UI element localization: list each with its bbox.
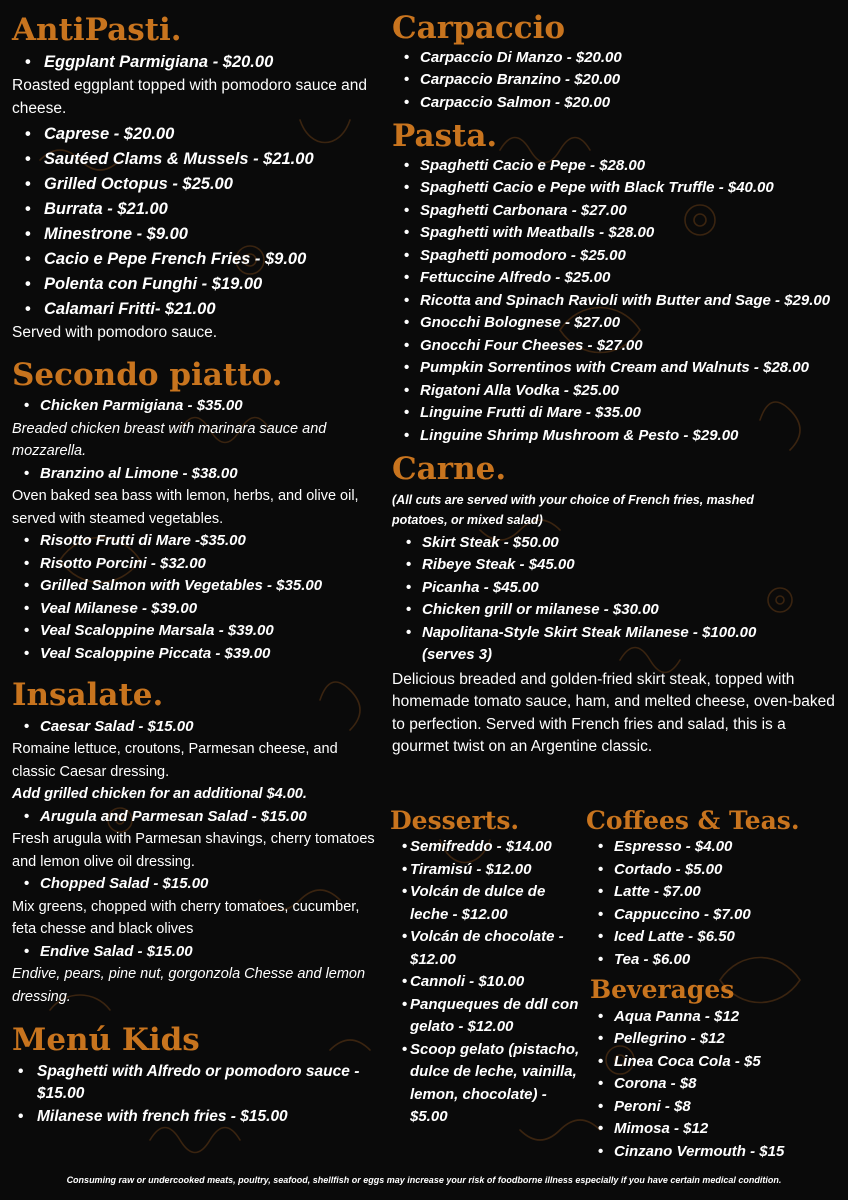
insalate-list — [12, 873, 382, 896]
menu-item: • Spaghetti pomodoro - $25.00 — [392, 245, 842, 268]
menu-item: • Ribeye Steak - $45.00 — [394, 554, 842, 577]
menu-item: • Grilled Octopus - $25.00 — [12, 172, 382, 197]
menu-item: • Spaghetti Cacio e Pepe with Black Truffle - $40.00 — [392, 177, 842, 200]
menu-item: • Tiramisú - $12.00 — [390, 859, 580, 882]
insalate-list — [12, 806, 382, 829]
secondo-list — [12, 463, 382, 486]
desserts-column — [390, 808, 580, 1129]
coffees-column — [586, 808, 848, 1163]
menu-item: • Risotto Porcini - $32.00 — [12, 553, 382, 576]
menu-item: • Chopped Salad - $15.00 — [12, 873, 382, 896]
insalate-list — [12, 941, 382, 964]
chicken-description: Breaded chicken breast with marinara sauce and mozzarella. — [12, 420, 327, 460]
menu-item: • Endive Salad - $15.00 — [12, 941, 382, 964]
menu-item: • Corona - $8 — [586, 1073, 848, 1096]
menu-item: • Pumpkin Sorrentinos with Cream and Walnuts - $28.00 — [392, 357, 842, 380]
menu-item: • Scoop gelato (pistacho, dulce de leche, vainilla, lemon, chocolate) - $5.00 — [390, 1039, 580, 1129]
beverages-list — [586, 1006, 848, 1164]
menu-item: • Linea Coca Cola - $5 — [586, 1051, 848, 1074]
menu-item: • Skirt Steak - $50.00 — [394, 532, 842, 555]
endive-description: Endive, pears, pine nut, gorgonzola Chesse and lemon dressing. — [12, 966, 366, 1005]
menu-item: • Carpaccio Di Manzo - $20.00 — [392, 47, 842, 70]
carne-list — [392, 532, 842, 667]
menu-item: • Ricotta and Spinach Ravioli with Butter and Sage - $29.00 — [392, 290, 842, 313]
menu-item: • Peroni - $8 — [586, 1096, 848, 1119]
menu-item: • Veal Milanese - $39.00 — [12, 598, 382, 621]
desserts-title: Desserts. — [390, 806, 520, 835]
secondo-list — [12, 530, 382, 665]
menu-item: • Veal Scaloppine Piccata - $39.00 — [12, 643, 382, 666]
menu-item: • Chicken Parmigiana - $35.00 — [12, 395, 382, 418]
menu-item: • Grilled Salmon with Vegetables - $35.00 — [12, 575, 382, 598]
menu-item: • Polenta con Funghi - $19.00 — [12, 272, 382, 297]
calamari-description: Served with pomodoro sauce. — [12, 324, 218, 342]
menu-item: • Iced Latte - $6.50 — [586, 926, 848, 949]
menu-item: • Mimosa - $12 — [586, 1118, 848, 1141]
menu-item: • Tea - $6.00 — [586, 949, 848, 972]
napolitana-description: Delicious breaded and golden-fried skirt steak, topped with homemade tomato sauce, ham, and melted cheese, oven-baked to perfection. Served with French fries and salad, this is a gourmet twist on an Argentine classic. — [392, 670, 835, 756]
kids-title: Menú Kids — [12, 1022, 200, 1059]
beverages-title: Beverages — [590, 975, 735, 1005]
menu-item: • Risotto Frutti di Mare -$35.00 — [12, 530, 382, 553]
menu-item: • Rigatoni Alla Vodka - $25.00 — [392, 380, 842, 403]
menu-item: • Caprese - $20.00 — [12, 122, 382, 147]
menu-item: • Spaghetti Cacio e Pepe - $28.00 — [392, 155, 842, 178]
menu-item: • Carpaccio Salmon - $20.00 — [392, 92, 842, 115]
menu-item: • Picanha - $45.00 — [394, 577, 842, 600]
menu-item: • Carpaccio Branzino - $20.00 — [392, 69, 842, 92]
antipasti-list — [12, 51, 382, 74]
menu-item: • Cappuccino - $7.00 — [586, 904, 848, 927]
menu-item: • Caesar Salad - $15.00 — [12, 716, 382, 739]
menu-item: • Chicken grill or milanese - $30.00 — [394, 599, 842, 622]
menu-item: • Sautéed Clams & Mussels - $21.00 — [12, 147, 382, 172]
menu-item: • Linguine Frutti di Mare - $35.00 — [392, 402, 842, 425]
secondo-title: Secondo piatto. — [12, 356, 283, 393]
menu-item: • Fettuccine Alfredo - $25.00 — [392, 267, 842, 290]
menu-item: • Semifreddo - $14.00 — [390, 836, 580, 859]
pasta-title: Pasta. — [392, 118, 498, 155]
caesar-addon: Add grilled chicken for an additional $4.00. — [12, 786, 307, 803]
menu-item: • Calamari Fritti- $21.00 — [12, 297, 382, 322]
desserts-list — [390, 836, 580, 1129]
menu-item: • Pellegrino - $12 — [586, 1028, 848, 1051]
menu-item: • Napolitana-Style Skirt Steak Milanese - $100.00 (serves 3) — [394, 622, 842, 667]
pasta-list — [392, 155, 842, 448]
menu-item: • Milanese with french fries - $15.00 — [12, 1106, 382, 1129]
menu-item: • Panqueques de ddl con gelato - $12.00 — [390, 994, 580, 1039]
caesar-description: Romaine lettuce, croutons, Parmesan cheese, and classic Caesar dressing. — [12, 741, 338, 780]
menu-item: • Latte - $7.00 — [586, 881, 848, 904]
menu-item: • Veal Scaloppine Marsala - $39.00 — [12, 620, 382, 643]
insalate-title: Insalate. — [12, 677, 164, 714]
antipasti-list — [12, 122, 382, 322]
chopped-description: Mix greens, chopped with cherry tomatoes, cucumber, feta chesse and black olives — [12, 898, 360, 938]
carne-note: (All cuts are served with your choice of French fries, mashed potatoes, or mixed salad) — [392, 492, 754, 527]
carne-title: Carne. — [392, 451, 507, 488]
menu-item: • Spaghetti with Alfredo or pomodoro sauce - $15.00 — [12, 1061, 382, 1106]
carpaccio-title: Carpaccio — [392, 10, 566, 46]
kids-list — [12, 1061, 382, 1129]
menu-item: • Cortado - $5.00 — [586, 859, 848, 882]
secondo-list — [12, 395, 382, 418]
menu-item: • Eggplant Parmigiana - $20.00 — [12, 51, 382, 74]
menu-item: • Gnocchi Four Cheeses - $27.00 — [392, 335, 842, 358]
menu-item: • Gnocchi Bolognese - $27.00 — [392, 312, 842, 335]
menu-item: • Espresso - $4.00 — [586, 836, 848, 859]
insalate-list — [12, 716, 382, 739]
arugula-description: Fresh arugula with Parmesan shavings, cherry tomatoes and lemon olive oil dressing. — [12, 831, 375, 870]
menu-item: • Cannoli - $10.00 — [390, 971, 580, 994]
menu-item: • Minestrone - $9.00 — [12, 222, 382, 247]
branzino-description: Oven baked sea bass with lemon, herbs, and olive oil, served with steamed vegetables. — [12, 488, 359, 527]
menu-item: • Spaghetti with Meatballs - $28.00 — [392, 222, 842, 245]
coffees-title: Coffees & Teas. — [586, 806, 800, 835]
menu-item: • Cacio e Pepe French Fries - $9.00 — [12, 247, 382, 272]
menu-item: • Cinzano Vermouth - $15 — [586, 1141, 848, 1164]
menu-item: • Arugula and Parmesan Salad - $15.00 — [12, 806, 382, 829]
eggplant-description: Roasted eggplant topped with pomodoro sauce and cheese. — [12, 77, 368, 117]
menu-item: • Volcán de dulce de leche - $12.00 — [390, 881, 580, 926]
menu-item: • Volcán de chocolate - $12.00 — [390, 926, 580, 971]
menu-item: • Spaghetti Carbonara - $27.00 — [392, 200, 842, 223]
coffees-list — [586, 836, 848, 971]
right-column — [392, 0, 842, 759]
left-column — [12, 0, 382, 1128]
menu-item: • Aqua Panna - $12 — [586, 1006, 848, 1029]
menu-item: • Burrata - $21.00 — [12, 197, 382, 222]
menu-item: • Linguine Shrimp Mushroom & Pesto - $29.00 — [392, 425, 842, 448]
antipasti-title: AntiPasti. — [12, 12, 182, 48]
food-safety-disclaimer: Consuming raw or undercooked meats, poultry, seafood, shellfish or eggs may increase your risk of foodborne illness especially if you have certain medical condition. — [66, 1175, 782, 1185]
carpaccio-list — [392, 47, 842, 115]
menu-item: • Branzino al Limone - $38.00 — [12, 463, 382, 486]
